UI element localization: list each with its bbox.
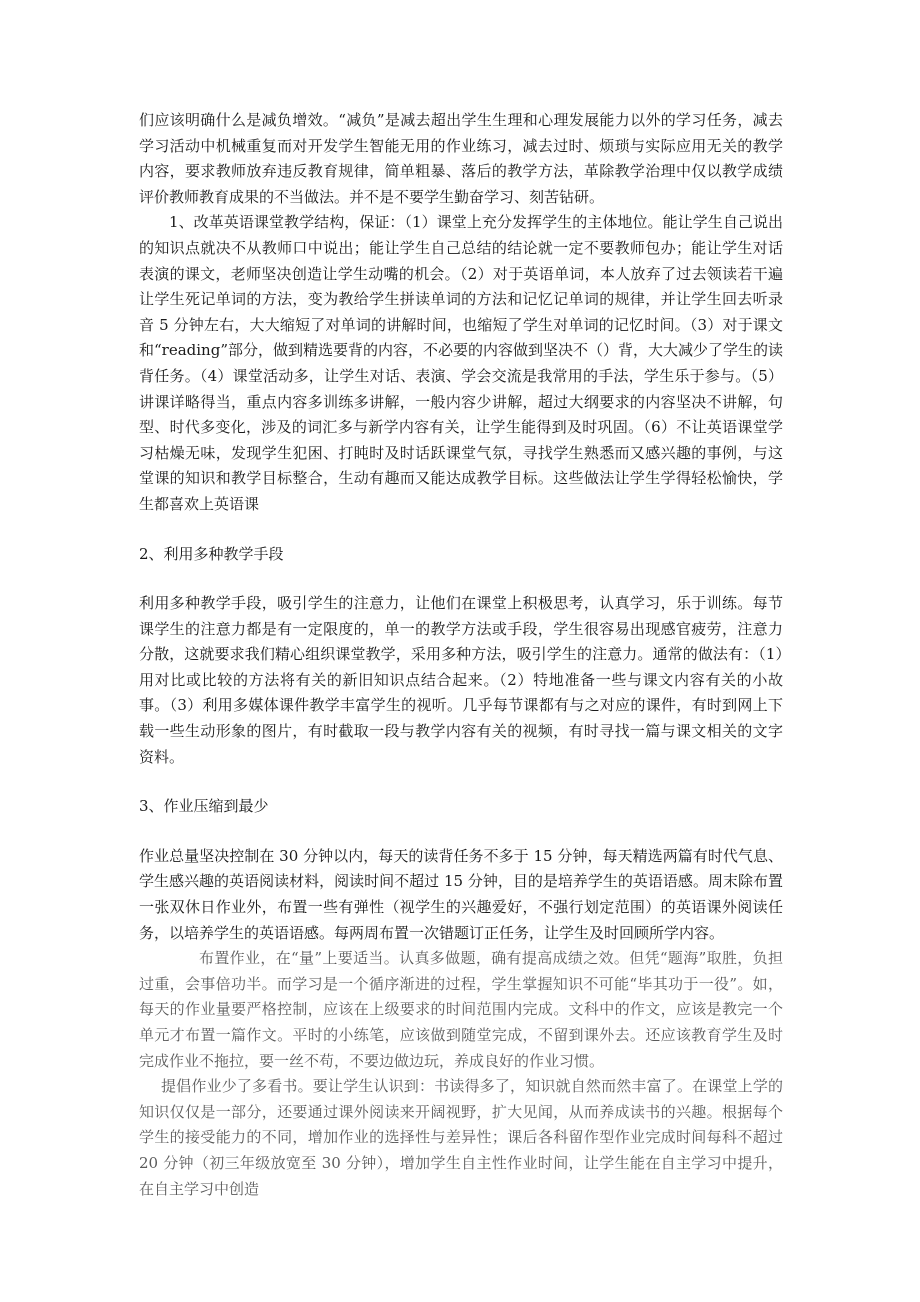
intro-paragraph: 们应该明确什么是减负增效。“减负”是减去超出学生生理和心理发展能力以外的学习任务，减去学习活动中机械重复而对开发学生智能无用的作业练习，减去过时、烦琐与实际应用无关的教学内容，要求教师放弃违反教育规律，简单粗暴、落后的教学方法，革除教学治理中仅以教学成绩评价教师教育成果的不当做法。并不是不要学生勤奋学习、刻苦钻研。 bbox=[139, 111, 783, 206]
section3-heading: 3、作业压缩到最少 bbox=[139, 797, 269, 816]
document-body bbox=[139, 108, 783, 1202]
section2-heading: 2、利用多种教学手段 bbox=[139, 544, 284, 563]
spacer bbox=[139, 518, 783, 542]
section2-paragraph: 利用多种教学手段，吸引学生的注意力，让他们在课堂上积极思考，认真学习，乐于训练。每节课学生的注意力都是有一定限度的，单一的教学方法或手段，学生很容易出现感官疲劳，注意力分散，这就要求我们精心组织课堂教学，采用多种方法，吸引学生的注意力。通常的做法有：（1）用对比或比较的方法将有关的新旧知识点结合起来。（2）特地准备一些与课文内容有关的小故事。（3）利用多媒体课件教学丰富学生的视听。几乎每节课都有与之对应的课件，有时到网上下载一些生动形象的图片，有时截取一段与教学内容有关的视频，有时寻找一篇与课文相关的文字资料。 bbox=[139, 594, 783, 766]
homework-paragraph: 布置作业，在“量”上要适当。认真多做题，确有提高成绩之效。但凭“题海”取胜，负担过重，会事倍功半。而学习是一个循序渐进的过程，学生掌握知识不可能“毕其功于一役”。如，每天的作业量要严格控制，应该在上级要求的时间范围内完成。文科中的作文，应该是教完一个单元才布置一篇作文。平时的小练笔，应该做到随堂完成，不留到课外去。还应该教育学生及时完成作业不拖拉，要一丝不苟，不要边做边玩，养成良好的作业习惯。 bbox=[139, 949, 783, 1070]
spacer bbox=[139, 770, 783, 794]
section1-paragraph: 1、改革英语课堂教学结构，保证：（1）课堂上充分发挥学生的主体地位。能让学生自己说出的知识点就决不从教师口中说出；能让学生自己总结的结论就一定不要教师包办；能让学生对话表演的课文，老师坚决创造让学生动嘴的机会。（2）对于英语单词，本人放弃了过去领读若干遍让学生死记单词的方法，变为教给学生拼读单词的方法和记忆记单词的规律，并让学生回去听录音 5 分钟左右，大大缩短了对单词的讲解时间，也缩短了学生对单词的记忆时间。（3）对于课文和“reading”部分，做到精选要背的内容，不必要的内容做到坚决不（）背，大大减少了学生的读背任务。（4）课堂活动多，让学生对话、表演、学会交流是我常用的手法，学生乐于参与。（5）讲课详略得当，重点内容多训练多讲解，一般内容少讲解，超过大纲要求的内容坚决不讲解，句型、时代多变化，涉及的词汇多与新学内容有关，让学生能得到及时巩固。（6）不让英语课堂学习枯燥无味，发现学生犯困、打盹时及时话跃课堂气氛，寻找学生熟悉而又感兴趣的事例，与这堂课的知识和教学目标整合，生动有趣而又能达成教学目标。这些做法让学生学得轻松愉快，学生都喜欢上英语课 bbox=[139, 213, 783, 513]
spacer bbox=[139, 567, 783, 591]
section3-paragraph: 作业总量坚决控制在 30 分钟以内，每天的读背任务不多于 15 分钟，每天精选两篇有时代气息、学生感兴趣的英语阅读材料，阅读时间不超过 15 分钟，目的是培养学生的英语语感。周末除布置一张双休日作业外，布置一些有弹性（视学生的兴趣爱好，不强行划定范围）的英语课外阅读任务，以培养学生的英语语感。每两周布置一次错题订正任务，让学生及时回顾所学内容。 bbox=[139, 846, 783, 942]
spacer bbox=[139, 820, 783, 844]
reading-paragraph: 提倡作业少了多看书。要让学生认识到：书读得多了，知识就自然而然丰富了。在课堂上学的知识仅仅是一部分，还要通过课外阅读来开阔视野，扩大见闻，从而养成读书的兴趣。根据每个学生的接受能力的不同，增加作业的选择性与差异性；课后各科留作型作业完成时间每科不超过 20 分钟（初三年级放宽至 30 分钟），增加学生自主性作业时间，让学生能在自主学习中提升，在自主学习中创造 bbox=[139, 1077, 783, 1198]
